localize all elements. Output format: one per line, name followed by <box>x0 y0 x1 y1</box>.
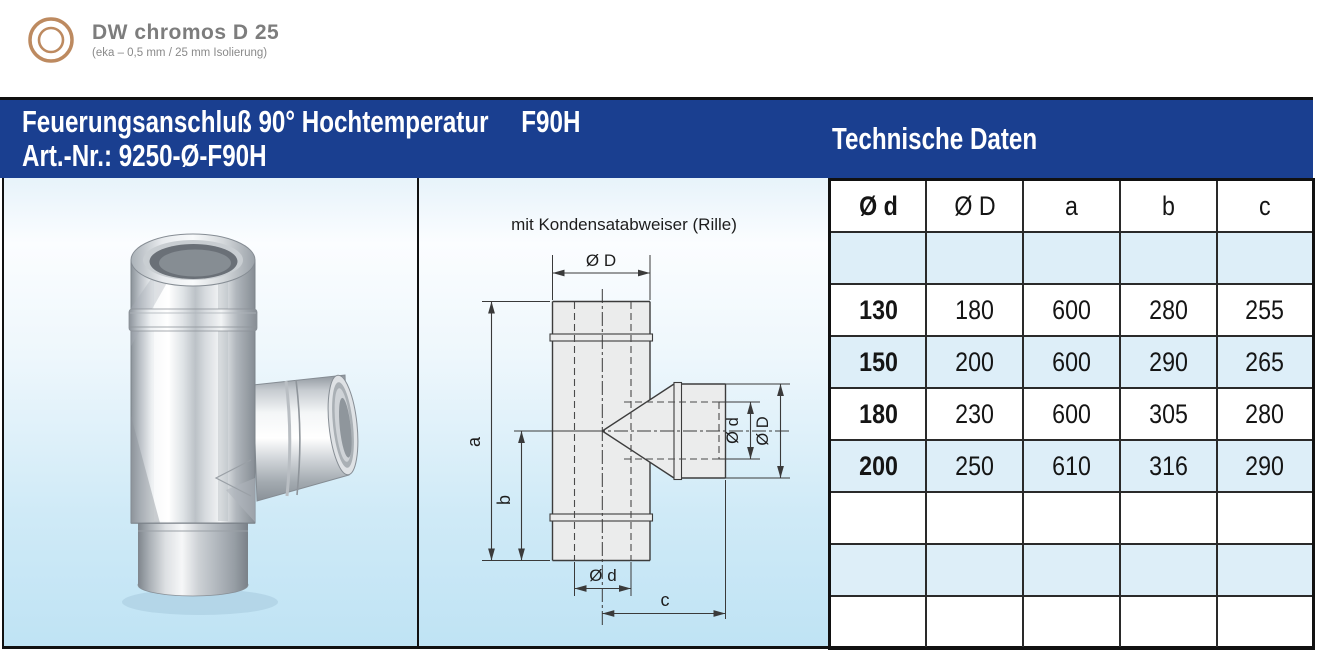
section-title-technische-daten: Technische Daten <box>832 121 1038 156</box>
col-header-a: a <box>1023 180 1120 233</box>
table-row <box>830 544 1314 596</box>
dim-label-dia-d-right: Ø d <box>724 417 742 444</box>
dim-label-dia-d-bottom: Ø d <box>589 566 617 585</box>
product-photo <box>4 178 419 646</box>
drawing-panel <box>417 178 830 646</box>
dim-label-dia-D-top: Ø D <box>585 251 617 270</box>
col-header-dia-d: Ø d <box>830 180 927 233</box>
dim-label-dia-D-right: Ø D <box>754 416 772 446</box>
product-title-block <box>22 105 738 173</box>
brand-subtitle: (eka – 0,5 mm / 25 mm Isolierung) <box>92 47 268 59</box>
drawing-caption: mit Kondensatabweiser (Rille) <box>511 215 737 234</box>
table-row <box>830 596 1314 649</box>
dim-label-c: c <box>660 590 670 610</box>
table-row: 180 230 600 305 280 <box>830 388 1314 440</box>
table-row: 200 250 610 316 290 <box>830 440 1314 492</box>
table-panel <box>828 178 1315 646</box>
table-header-row <box>830 180 1314 233</box>
technical-drawing <box>419 178 830 646</box>
dim-label-b: b <box>494 494 514 506</box>
dim-label-a: a <box>464 436 484 448</box>
col-header-c: c <box>1217 180 1314 233</box>
content-area <box>2 178 1313 649</box>
table-row <box>830 492 1314 544</box>
photo-panel <box>2 178 419 646</box>
col-header-b: b <box>1120 180 1217 233</box>
product-title: Feuerungsanschluß 90° Hochtemperatur <box>22 104 489 139</box>
table-row: 130 180 600 280 255 <box>830 284 1314 336</box>
tech-data-table <box>828 178 1315 650</box>
col-header-dia-D: Ø D <box>926 180 1023 233</box>
brand-logo-icon <box>24 13 78 67</box>
product-title-code: F90H <box>521 104 581 139</box>
table-row <box>830 232 1314 284</box>
product-artnr: Art.-Nr.: 9250-Ø-F90H <box>22 138 267 173</box>
table-row: 150 200 600 290 265 <box>830 336 1314 388</box>
brand <box>24 13 279 67</box>
title-bar <box>0 100 1313 178</box>
brand-name: DW chromos D 25 <box>92 21 280 44</box>
